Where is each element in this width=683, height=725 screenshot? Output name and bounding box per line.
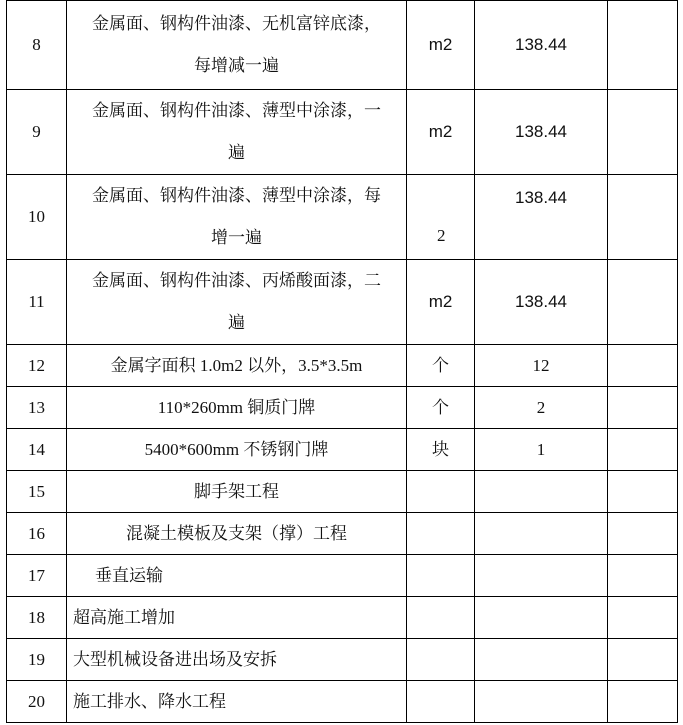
item-name: 施工排水、降水工程 [67,681,407,723]
item-name: 垂直运输 [67,555,407,597]
item-name: 混凝土模板及支架（撑）工程 [67,513,407,555]
row-number: 18 [7,597,67,639]
item-name [67,260,407,345]
unit-cell [407,513,475,555]
item-name-line: 每增减一遍 [194,56,279,75]
item-name-line: 金属面、钢构件油漆、丙烯酸面漆，二 [92,271,381,290]
blank-cell [608,681,678,723]
row-number: 16 [7,513,67,555]
item-name-line: 增一遍 [211,228,262,247]
quantity-cell [475,471,608,513]
item-name [67,175,407,260]
unit-cell: 个 [407,387,475,429]
row-number: 9 [7,90,67,175]
item-name [67,90,407,175]
quantity-value: 138.44 [515,188,567,207]
table-row [7,260,678,345]
unit-cell: m2 [407,1,475,90]
item-name: 5400*600mm 不锈钢门牌 [67,429,407,471]
blank-cell [608,471,678,513]
unit-cell [407,555,475,597]
unit-cell [407,471,475,513]
quantity-cell [475,555,608,597]
row-number: 13 [7,387,67,429]
unit-cell [407,597,475,639]
item-name: 大型机械设备进出场及安拆 [67,639,407,681]
row-number: 10 [7,175,67,260]
item-name-line: 金属面、钢构件油漆、薄型中涂漆，一 [92,101,381,120]
quantity-cell [475,597,608,639]
blank-cell [608,429,678,471]
blank-cell [608,1,678,90]
quantity-cell: 138.44 [475,1,608,90]
quantity-cell: 138.44 [475,90,608,175]
blank-cell [608,597,678,639]
table-row [7,513,678,555]
bill-of-quantities-table [6,0,678,723]
item-name-line: 金属面、钢构件油漆、薄型中涂漆，每 [92,186,381,205]
unit-value: 2 [437,226,446,245]
item-name: 脚手架工程 [67,471,407,513]
item-name: 超高施工增加 [67,597,407,639]
quantity-cell [475,175,608,260]
blank-cell [608,260,678,345]
unit-cell: m2 [407,90,475,175]
item-name [67,1,407,90]
table-row [7,1,678,90]
table-row [7,597,678,639]
table-row [7,681,678,723]
unit-cell [407,639,475,681]
unit-cell: m2 [407,260,475,345]
blank-cell [608,513,678,555]
table-row [7,639,678,681]
unit-cell: 个 [407,345,475,387]
row-number: 12 [7,345,67,387]
blank-cell [608,639,678,681]
item-name-line: 遍 [228,313,245,332]
unit-cell [407,681,475,723]
blank-cell [608,555,678,597]
row-number: 19 [7,639,67,681]
quantity-cell [475,639,608,681]
table-row [7,90,678,175]
item-name-line: 遍 [228,143,245,162]
blank-cell [608,387,678,429]
quantity-cell: 12 [475,345,608,387]
table-row [7,345,678,387]
row-number: 17 [7,555,67,597]
row-number: 15 [7,471,67,513]
unit-cell: 块 [407,429,475,471]
quantity-cell [475,681,608,723]
row-number: 8 [7,1,67,90]
table-row [7,471,678,513]
table-row [7,387,678,429]
table-row [7,175,678,260]
blank-cell [608,175,678,260]
quantity-cell [475,513,608,555]
quantity-cell: 1 [475,429,608,471]
row-number: 11 [7,260,67,345]
blank-cell [608,90,678,175]
item-name: 金属字面积 1.0m2 以外，3.5*3.5m [67,345,407,387]
item-name: 110*260mm 铜质门牌 [67,387,407,429]
quantity-cell: 2 [475,387,608,429]
blank-cell [608,345,678,387]
row-number: 14 [7,429,67,471]
quantity-cell: 138.44 [475,260,608,345]
unit-cell [407,175,475,260]
table-row [7,555,678,597]
row-number: 20 [7,681,67,723]
table-row [7,429,678,471]
item-name-line: 金属面、钢构件油漆、无机富锌底漆， [92,14,381,33]
